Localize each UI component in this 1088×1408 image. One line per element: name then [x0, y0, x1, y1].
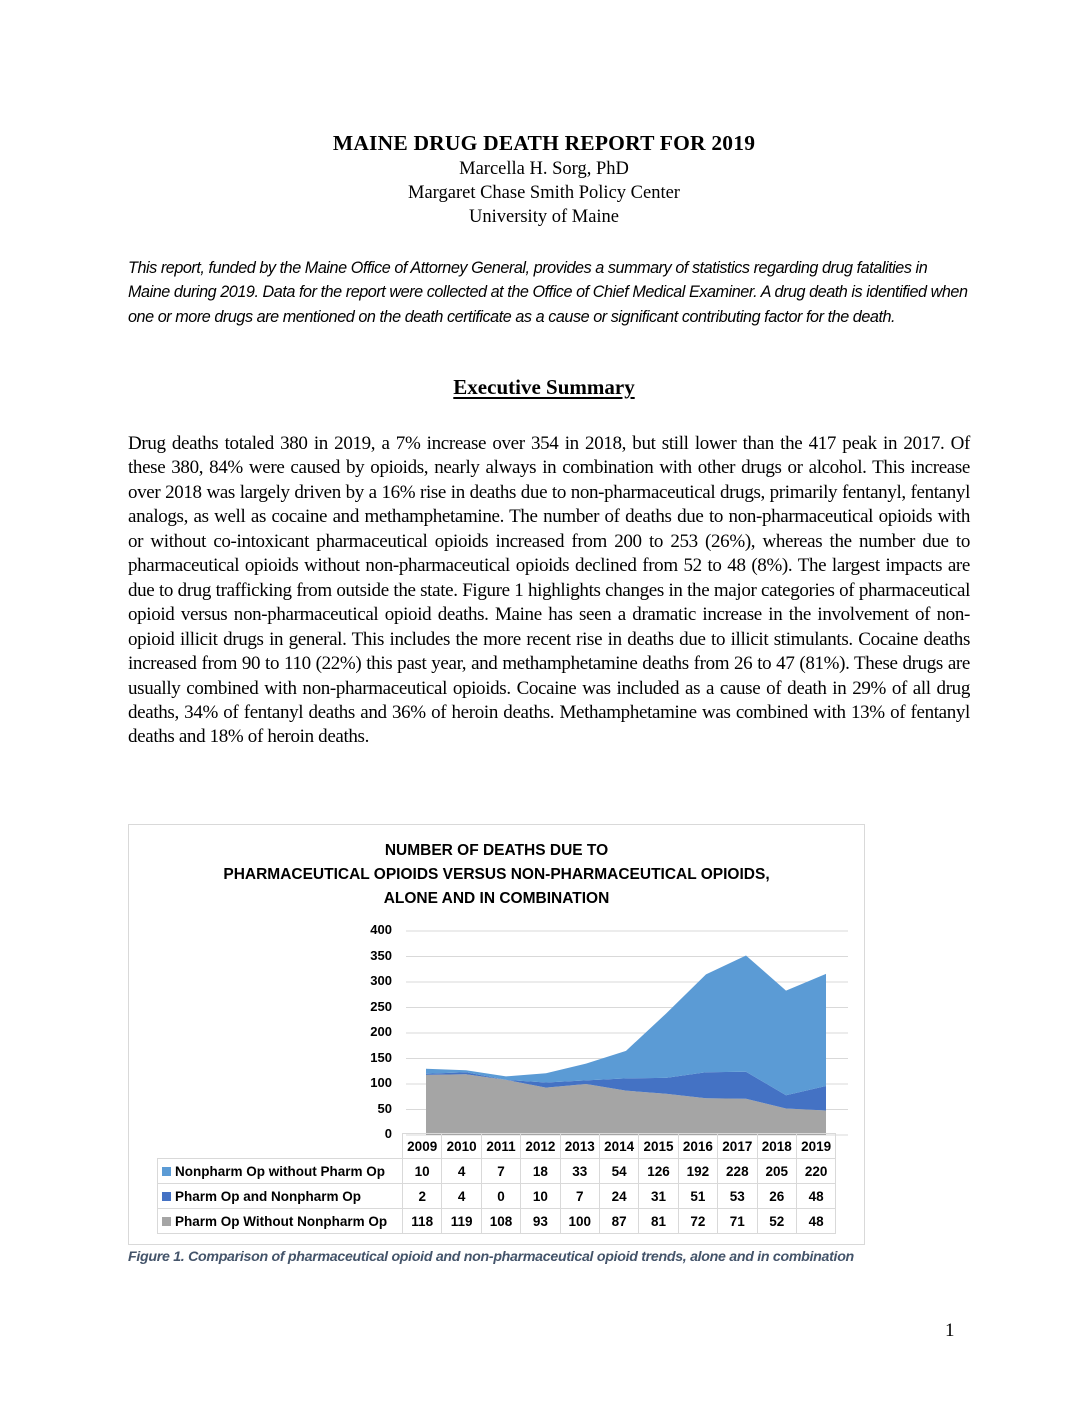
- series-label: Pharm Op and Nonpharm Op: [175, 1188, 362, 1204]
- table-header-row: [158, 1134, 836, 1159]
- table-cell: 93: [521, 1209, 560, 1234]
- year-header: 2014: [599, 1134, 638, 1159]
- year-header: 2018: [757, 1134, 796, 1159]
- y-tick-label: 200: [370, 1024, 392, 1039]
- table-cell: 52: [757, 1209, 796, 1234]
- table-cell: 10: [403, 1159, 442, 1184]
- legend-swatch-icon: [162, 1217, 171, 1226]
- table-cell: 51: [678, 1184, 717, 1209]
- year-header: 2017: [718, 1134, 757, 1159]
- y-tick-label: 0: [384, 1126, 392, 1141]
- table-cell: 7: [481, 1159, 520, 1184]
- figure-caption: Figure 1. Comparison of pharmaceutical opioid and non-pharmaceutical opioid trends, alone and in combination: [128, 1249, 854, 1265]
- table-cell: 24: [599, 1184, 638, 1209]
- table-cell: 228: [718, 1159, 757, 1184]
- chart-title-line-2: PHARMACEUTICAL OPIOIDS VERSUS NON-PHARMACEUTICAL OPIOIDS,: [223, 865, 770, 883]
- table-cell: 220: [796, 1159, 835, 1184]
- table-cell: 18: [521, 1159, 560, 1184]
- author: Marcella H. Sorg, PhD: [459, 159, 629, 179]
- table-cell: 119: [442, 1209, 481, 1234]
- y-tick-label: 100: [370, 1075, 392, 1090]
- table-row: [158, 1209, 836, 1234]
- affiliation-center: Margaret Chase Smith Policy Center: [408, 183, 680, 203]
- table-cell: 108: [481, 1209, 520, 1234]
- chart-title-line-1: NUMBER OF DEATHS DUE TO: [384, 842, 609, 859]
- table-cell: 48: [796, 1209, 835, 1234]
- table-cell: 118: [403, 1209, 442, 1234]
- table-cell: 4: [442, 1159, 481, 1184]
- table-cell: 53: [718, 1184, 757, 1209]
- year-header: 2011: [481, 1134, 520, 1159]
- table-cell: 26: [757, 1184, 796, 1209]
- report-title: MAINE DRUG DEATH REPORT FOR 2019: [332, 131, 756, 155]
- table-cell: 87: [599, 1209, 638, 1234]
- table-row: [158, 1159, 836, 1184]
- chart-data-table: [157, 1133, 836, 1234]
- y-tick-label: 50: [377, 1101, 392, 1116]
- table-cell: 72: [678, 1209, 717, 1234]
- table-cell: 31: [639, 1184, 678, 1209]
- y-tick-label: 300: [370, 973, 392, 988]
- legend-swatch-icon: [162, 1167, 171, 1176]
- year-header: 2009: [403, 1134, 442, 1159]
- year-header: 2016: [678, 1134, 717, 1159]
- table-cell: 10: [521, 1184, 560, 1209]
- year-header: 2010: [442, 1134, 481, 1159]
- area-nonpharm-op-without-pharm-op: [426, 955, 826, 1095]
- table-cell: 100: [560, 1209, 599, 1234]
- table-cell: 71: [718, 1209, 757, 1234]
- year-header: 2015: [639, 1134, 678, 1159]
- table-cell: 126: [639, 1159, 678, 1184]
- intro-paragraph: This report, funded by the Maine Office of Attorney General, provides a summary of statistics regarding drug fatalities in Maine during 2019. Data for the report were collected at the Office of Chief Medical Examiner. A drug death is identified when one or more drugs are mentioned on the death certificate as a cause or significant contributing factor for the death.: [128, 259, 968, 326]
- series-label: Nonpharm Op without Pharm Op: [175, 1163, 385, 1179]
- year-header: 2013: [560, 1134, 599, 1159]
- summary-paragraph: Drug deaths totaled 380 in 2019, a 7% increase over 354 in 2018, but still lower than the 417 peak in 2017. Of these 380, 84% were caused by opioids, nearly always in combination with other drugs or alcohol. This increase over 2018 was largely driven by a 16% rise in deaths due to non-pharmaceutical drugs, primarily fentanyl, fentanyl analogs, as well as cocaine and methamphetamine. The number of deaths due to non-pharmaceutical opioids with or without co-intoxicant pharmaceutical opioids increased from 200 to 253 (26%), whereas the number due to pharmaceutical opioids without non-pharmaceutical opioids declined from 52 to 48 (8%). The largest impacts are due to drug trafficking from outside the state. Figure 1 highlights changes in the major categories of pharmaceutical opioid versus non-pharmaceutical opioid deaths. Maine has seen a dramatic increase in the involvement of non-opioid illicit drugs in general. This includes the more recent rise in deaths due to illicit stimulants. Cocaine deaths increased from 90 to 110 (22%) this past year, and methamphetamine deaths from 26 to 47 (81%). These drugs are usually combined with non-pharmaceutical opioids. Cocaine was included as a cause of death in 29% of all drug deaths, 34% of fentanyl deaths and 36% of heroin deaths. Methamphetamine was combined with 13% of fentanyl deaths and 18% of heroin deaths.: [128, 433, 970, 748]
- series-label: Pharm Op Without Nonpharm Op: [175, 1213, 388, 1229]
- page-number: 1: [945, 1320, 955, 1341]
- table-cell: 48: [796, 1184, 835, 1209]
- table-cell: 205: [757, 1159, 796, 1184]
- table-cell: 192: [678, 1159, 717, 1184]
- y-tick-label: 350: [370, 948, 392, 963]
- y-tick-label: 150: [370, 1050, 392, 1065]
- table-cell: 33: [560, 1159, 599, 1184]
- y-tick-label: 400: [370, 922, 392, 937]
- section-heading-text: Executive Summary: [453, 375, 635, 399]
- legend-swatch-icon: [162, 1192, 171, 1201]
- table-cell: 7: [560, 1184, 599, 1209]
- table-cell: 4: [442, 1184, 481, 1209]
- y-tick-label: 250: [370, 999, 392, 1014]
- affiliation-university: University of Maine: [468, 207, 620, 227]
- table-cell: 2: [403, 1184, 442, 1209]
- table-cell: 81: [639, 1209, 678, 1234]
- chart-title-line-3: ALONE AND IN COMBINATION: [383, 889, 610, 907]
- table-row: [158, 1184, 836, 1209]
- table-cell: 0: [481, 1184, 520, 1209]
- year-header: 2019: [796, 1134, 835, 1159]
- year-header: 2012: [521, 1134, 560, 1159]
- table-cell: 54: [599, 1159, 638, 1184]
